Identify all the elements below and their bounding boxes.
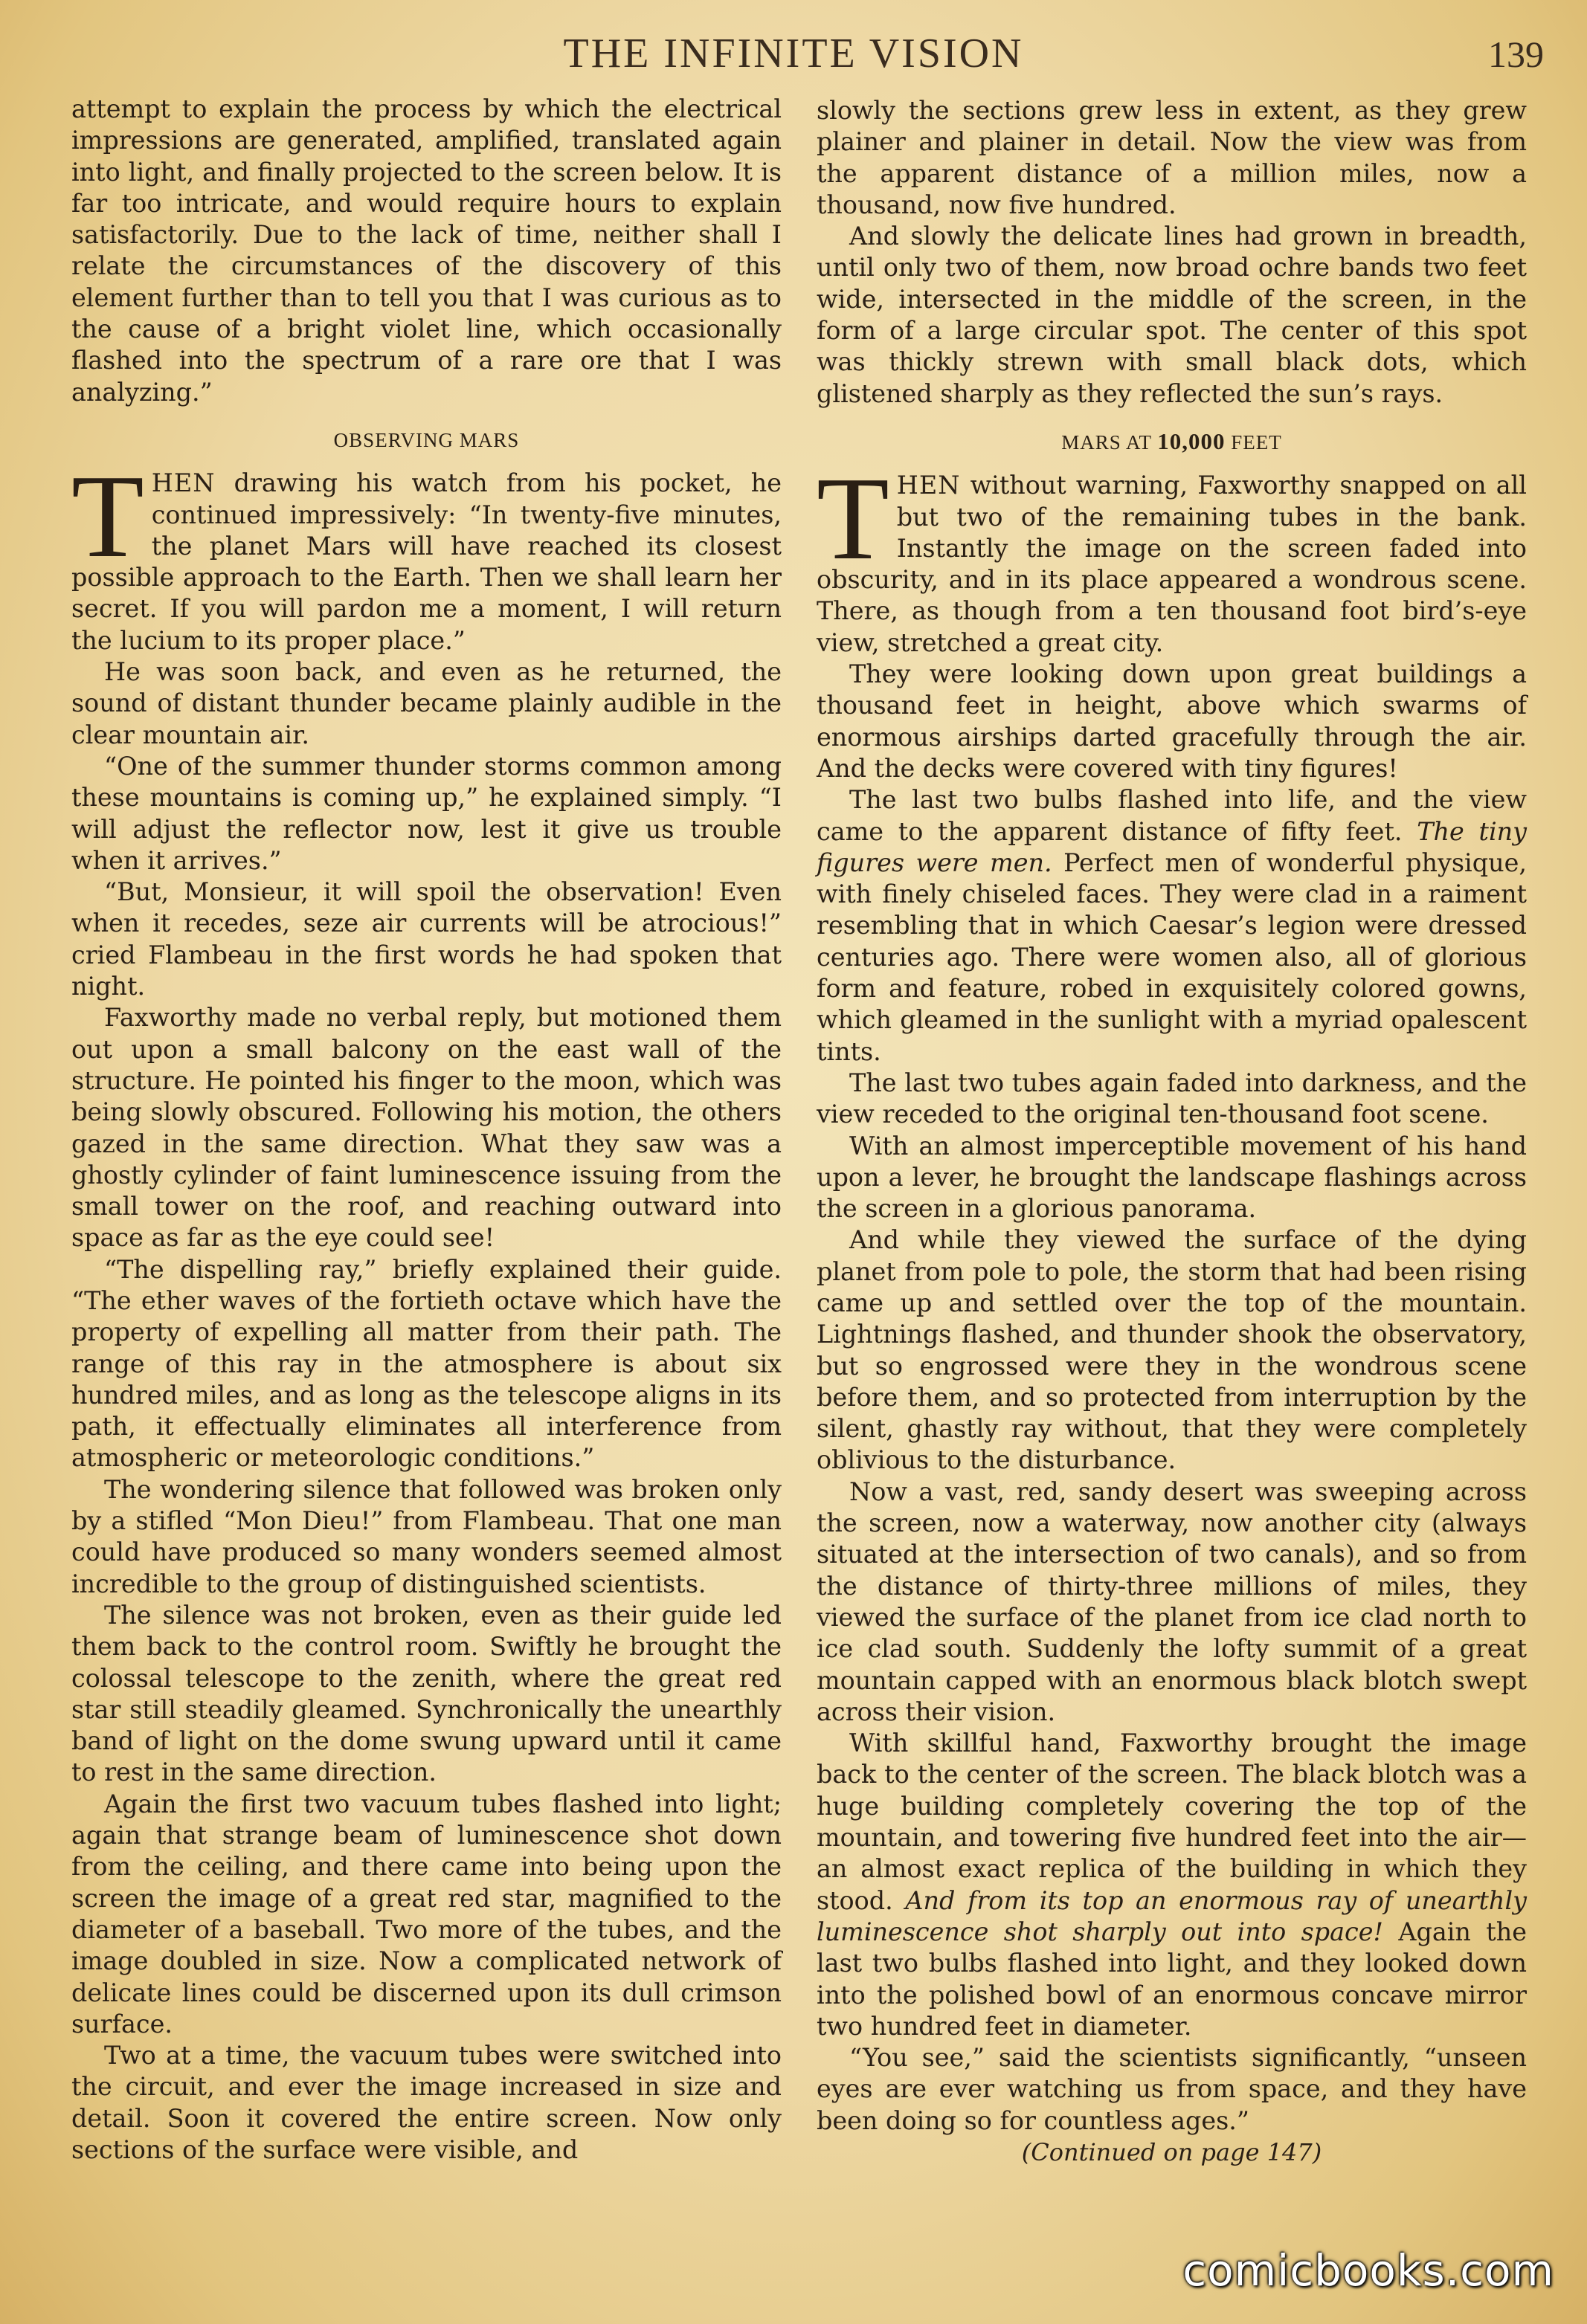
- paragraph: The wondering silence that followed was broken only by a stifled “Mon Dieu!” from Flambeau. That one man could have produced so many wonders seemed almost incredible to the group of distinguished scientists.: [71, 1474, 782, 1598]
- paragraph: The last two tubes again faded into darkness, and the view receded to the original ten-thousand foot scene.: [817, 1068, 1527, 1129]
- continued-note: (Continued on page 147): [1021, 2138, 1322, 2166]
- text-run: With skillful hand, Faxworthy brought the image back to the center of the screen. The black blotch was a huge building completely covering the top of the mountain, and towering five hundred feet into the air—an almost exact replica of the building in which they stood.: [817, 1729, 1527, 1915]
- paragraph: Again the first two vacuum tubes flashed into light; again that strange beam of luminescence shot down from the ceiling, and there came into being upon the screen the image of a great red star, magnified to the diameter of a baseball. Two more of the tubes, and the image doubled in size. Now a complicated network of delicate lines could be discerned upon its dull crimson surface.: [71, 1789, 782, 2039]
- paragraph: [817, 784, 1527, 1068]
- drop-cap: T: [71, 450, 144, 583]
- section-heading: [817, 426, 1527, 458]
- lead-text: without warning, Faxworthy snapped on all but two of the remaining tubes in the bank. Instantly the image on the screen faded into obscurity, and in its place appeared a wondrous scene. There, as though from a ten thousand foot bird’s-eye view, stretched a great city.: [817, 471, 1527, 657]
- paragraph: And while they viewed the surface of the dying planet from pole to pole, the storm that had been rising came up and settled over the top of the mountain. Lightnings flashed, and thunder shook the observatory, but so engrossed were they in the wondrous scene before them, and so protected from interruption by the silent, ghastly ray without, that they were completely oblivious to the disturbance.: [817, 1225, 1527, 1475]
- italic-text: The tiny figures were men.: [817, 816, 1527, 877]
- paragraph: They were looking down upon great buildings a thousand feet in height, above which swarms of enormous airships darted gracefully through the air. And the decks were covered with tiny figures!: [817, 659, 1527, 783]
- lead-paragraph: [71, 450, 782, 656]
- text-run: Again the last two bulbs flashed into light, and they looked down into the polished bowl of an enormous concave mirror two hundred feet in diameter.: [817, 1917, 1527, 2041]
- paragraph: And slowly the delicate lines had grown in breadth, until only two of them, now broad ochre bands two feet wide, intersected in the middle of the screen, in the form of a large circular spot. The center of this spot was thickly strewn with small black dots, which glistened sharply as they reflected the sun’s rays.: [817, 222, 1527, 408]
- page-title: THE INFINITE VISION: [563, 30, 1024, 77]
- paragraph: “You see,” said the scientists significantly, “unseen eyes are ever watching us from space, and they have been doing so for countless ages.”: [817, 2043, 1527, 2135]
- paragraph: “The dispelling ray,” briefly explained their guide. “The ether waves of the fortieth octave which have the property of expelling all matter from their path. The range of this ray in the atmosphere is about six hundred miles, and as long as the telescope aligns in its path, it effectually eliminates all interference from atmospheric or meteorologic conditions.”: [71, 1254, 782, 1473]
- section-heading-number: 10,000: [1157, 427, 1226, 454]
- paragraph: attempt to explain the process by which the electrical impressions are generated, amplified, translated again into light, and finally projected to the screen below. It is far too intricate, and would require hours to explain satisfactorily. Due to the lack of time, neither shall I relate the circumstances of the discovery of this element further than to tell you that I was curious as to the cause of a bright violet line, which occasionally flashed into the spectrum of a rare ore that I was analyzing.”: [71, 94, 782, 407]
- paragraph: Faxworthy made no verbal reply, but motioned them out upon a small balcony on the east wall of the structure. He pointed his finger to the moon, which was being slowly obscured. Following his motion, the others gazed in the same direction. What they saw was a ghostly cylinder of faint luminescence issuing from the small tower on the roof, and reaching outward into space as far as the eye could see!: [71, 1003, 782, 1253]
- lead-caps: HEN: [151, 468, 216, 498]
- lead-paragraph: [817, 452, 1527, 659]
- paragraph: slowly the sections grew less in extent, as they grew plainer and plainer in detail. Now the view was from the apparent distance of a million miles, now a thousand, now five hundred.: [817, 96, 1527, 219]
- lead-text: drawing his watch from his pocket, he continued impressively: “In twenty-five minutes, the planet Mars will have reached its closest possible approach to the Earth. Then we shall learn her secret. If you will pardon me a moment, I will return the lucium to its proper place.”: [71, 468, 782, 655]
- section-heading-suffix: FEET: [1225, 430, 1282, 453]
- paragraph: He was soon back, and even as he returned, the sound of distant thunder became plainly audible in the clear mountain air.: [71, 657, 782, 749]
- left-column: [71, 94, 782, 2166]
- italic-text: And from its top an enormous ray of unearthly luminescence shot sharply out into space!: [817, 1885, 1527, 1946]
- right-column: [817, 95, 1527, 2168]
- text-run: Perfect men of wonderful physique, with finely chiseled faces. They were clad in a raiment resembling that in which Caesar’s legion were dressed centuries ago. There were women also, all of glorious form and feature, robed in exquisitely colored gowns, which gleamed in the sunlight with a myriad opalescent tints.: [817, 848, 1527, 1066]
- paragraph: “One of the summer thunder storms common among these mountains is coming up,” he explained simply. “I will adjust the reflector now, lest it give us trouble when it arrives.”: [71, 751, 782, 875]
- paragraph: [817, 1728, 1527, 2042]
- watermark-logo: comicbooks.com: [1182, 2245, 1554, 2296]
- paragraph: Two at a time, the vacuum tubes were switched into the circuit, and ever the image increased in size and detail. Soon it covered the entire screen. Now only sections of the surface were visible, and: [71, 2041, 782, 2164]
- paragraph: The silence was not broken, even as their guide led them back to the control room. Swiftly he brought the colossal telescope to the zenith, where the great red star still steadily gleamed. Synchronically the unearthly band of light on the dome swung upward until it came to rest in the same direction.: [71, 1600, 782, 1787]
- drop-cap: T: [817, 452, 889, 585]
- lead-caps: HEN: [896, 471, 961, 500]
- paragraph: With an almost imperceptible movement of his hand upon a lever, he brought the landscape flashings across the screen in a glorious panorama.: [817, 1131, 1527, 1224]
- section-heading: OBSERVING MARS: [333, 428, 520, 451]
- text-run: The last two bulbs flashed into life, and the view came to the apparent distance of fifty feet.: [817, 785, 1527, 846]
- section-heading-prefix: MARS AT: [1061, 430, 1158, 453]
- paragraph: Now a vast, red, sandy desert was sweeping across the screen, now a waterway, now another city (always situated at the intersection of two canals), and so from the distance of thirty-three millions of miles, they viewed the surface of the planet from ice clad north to ice clad south. Suddenly the lofty summit of a great mountain capped with an enormous black blotch swept across their vision.: [817, 1476, 1527, 1726]
- page-number: 139: [1488, 33, 1544, 75]
- paragraph: “But, Monsieur, it will spoil the observation! Even when it recedes, seze air currents will be atrocious!” cried Flambeau in the first words he had spoken that night.: [71, 877, 782, 1001]
